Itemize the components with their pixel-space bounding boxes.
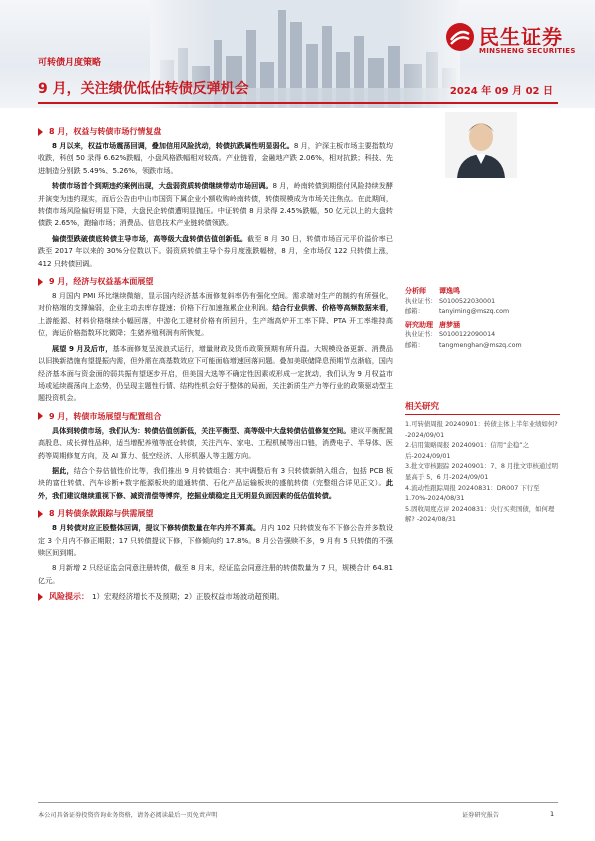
analyst-email-link[interactable]: tanyiming@mszq.com — [439, 308, 510, 315]
analyst-email-link[interactable]: tangmenghan@mszq.com — [439, 341, 522, 349]
related-research-title: 相关研究 — [405, 400, 560, 415]
footer-report-kind: 证券研究报告 — [462, 812, 500, 819]
analyst-email-row: 邮箱： tanyiming@mszq.com — [405, 307, 560, 318]
report-date: 2024 年 09 月 02 日 — [449, 86, 553, 97]
analyst-email-row: 邮箱： tangmenghan@mszq.com — [405, 341, 560, 352]
analyst-name: 谭逸鸣 — [439, 287, 460, 295]
risk-warning — [38, 591, 393, 602]
section-arrow-icon — [38, 128, 43, 136]
related-research-item[interactable]: 2.信用策略周报 20240901：信用“企稳”之后-2024/09/01 — [405, 441, 529, 460]
footer-disclaimer: 本公司具备证券投资咨询业务资格，请务必阅读最后一页免责声明 — [38, 812, 218, 819]
analyst-cert-row: 执业证书： S0100522030001 — [405, 297, 496, 305]
report-header — [0, 0, 595, 108]
minsheng-logo-icon — [445, 22, 475, 52]
paragraph: 展望 9 月及后市，基本面修复呈波浪式运行，增量财政及货币政策预期有所升温。大规模设备更新、消费品以旧换新措施有望提振内需，但外需在高基数效应下可能面临增速回落问题。叠加美联储降息预期节点渐临，国内经济基本面与资金面的弱共振有望逐步开启，但美国大选等不确定性因素或形成一定扰动，我们认为 9 月权益市场或延续震荡向上态势，仍呈现主题性行情、结构性机会好于整体的局面，关注新质生产力等行业的政策驱动型主题投资机会。 — [38, 343, 393, 403]
risk-text: 1）宏观经济增长不及预期；2）正股权益市场波动超预期。 — [92, 591, 284, 601]
paragraph: 据此，结合个券估值性价比等，我们推出 9 月转债组合：其中调整后有 3 只转债新纳入组合，包括 PCB 板块的富仕转债、汽车诊断+数字能源板块的道通转债、石化产品运输板块的盛航转债（完整组合详见正文）。此外，我们建议继续重视下修、减资清偿等博弈，挖掘业绩稳定且无明显负面因素的低估值转债。 — [38, 465, 394, 500]
main-content — [38, 120, 393, 602]
section-arrow-icon — [38, 593, 43, 601]
analyst-photo — [445, 112, 517, 178]
section-heading: 8 月转债条款跟踪与供需展望 — [38, 508, 393, 519]
section-arrow-icon — [38, 278, 43, 286]
page-number: 1 — [550, 810, 555, 818]
title-divider — [38, 102, 558, 104]
related-research-item[interactable]: 5.固收周度点评 20240831：央行买卖国债，如何理解? -2024/08/31 — [405, 504, 555, 524]
analyst-name: 唐梦涵 — [439, 320, 460, 329]
section-heading: 9 月，经济与权益基本面展望 — [38, 276, 393, 287]
paragraph: 转债市场首个到期违约案例出现，大盘弱资质转债继续带动市场回调。8 月，岭南转债到期偿付风险持续发酵并演变为违约现实，而后公告由中山市国资下属企业小额收购岭南转债，转债规模成为市场关注焦点。在此期间，转债市场风险偏好明显下降，大盘民企转债遭明显抛压。中证转债 8 月录得 2.45%跌幅，50 亿元以上的大盘转债跌 2.65%，跑输市场；消费品、信息技术产业链转债领跌。 — [38, 181, 393, 228]
paragraph: 8 月转债对应正股整体回调，提议下修转债数量在年内并不算高。月内 102 只转债发布不下修公告并多数设定 3 个月内不修正期限；17 只转债提议下修，下修倾向约 17.8%。8 月公告强赎不多，9 月有 5 只转债的不强赎区间到期。 — [38, 523, 393, 557]
related-research-item[interactable]: 3.批文审核跟踪 20240901：7、8 月批文审核通过明显高于 5、6 月-2024/09/01 — [405, 462, 559, 481]
footer-divider — [38, 802, 558, 803]
related-research — [405, 400, 560, 525]
company-logo — [445, 20, 585, 60]
paragraph: 偏债型跌破债底转债主导市场，高等级大盘转债估值创新低。截至 8 月 30 日，转债市场百元平价溢价率已跌至 2017 年以来的 30%分位数以下。弱资质转债主导个券月度涨跌幅榜，8 月，全市场仅 122 只转债上涨，412 只转债回调。 — [38, 233, 393, 268]
report-type-label: 可转债月度策略 — [38, 58, 102, 68]
logo-chinese-name: 民生证券 — [479, 25, 563, 49]
paragraph: 8 月以来，权益市场震荡回调，叠加信用风险扰动，转债抗跌属性明显弱化。8 月，沪深主板市场主要指数均收跌，科创 50 录得 6.62%跌幅，小盘风格跌幅相对较高。产业链看，金融地产跌 2.06%，相对抗跌；科技、先进制造分别跌 5.49%、5.26%，领跌市场。 — [38, 141, 393, 175]
related-research-item[interactable]: 4.流动性跟踪周报 20240831：DR007 下行至 1.70%-2024/08/31 — [405, 483, 540, 503]
analyst-role-row: 分析师 谭逸鸣 — [405, 287, 460, 295]
paragraph: 8 月新增 2 只经证监会同意注册转债，截至 8 月末，经证监会同意注册的转债数量为 7 只，规模合计 64.81 亿元。 — [38, 563, 393, 585]
related-research-item[interactable]: 1.可转债周报 20240901：转债主体上半年业绩如何? -2024/09/01 — [405, 420, 558, 439]
section-heading: 9 月，转债市场展望与配置组合 — [38, 411, 393, 422]
paragraph: 具体到转债市场，我们认为：转债估值创新低，关注平衡型、高等级中大盘转债估值修复空间。建议平衡配置高股息、成长弹性品种，适当增配养殖等底仓转债，关注汽车、家电、工程机械等出口链，消费电子、半导体、医药等周期修复方向，及 AI 算力、低空经济、人形机器人等主题方向。 — [38, 425, 394, 460]
analyst-info — [405, 286, 560, 351]
section-heading: 8 月，权益与转债市场行情复盘 — [38, 126, 393, 137]
analyst-cert-row: 执业证书： S0100122090014 — [405, 331, 496, 338]
analyst-role-row: 研究助理 唐梦涵 — [405, 320, 460, 329]
paragraph: 8 月国内 PMI 环比继续微缩，显示国内经济基本面修复斜率仍有强化空间。需求端对生产的制约有所强化，对价格端的支撑偏弱，企业主动去库存提速；价格下行加速拖累企业利润。结合行业供需、价格等高频数据来看，上游能源、材料价格继续小幅回落，中游化工建材价格有所回升，生产端高炉开工率下降、PTA 开工率维持高位，海运价格指数环比微降；生猪养殖利润有所恢复。 — [38, 291, 394, 338]
risk-label: 风险提示： — [49, 592, 89, 602]
section-arrow-icon — [38, 412, 43, 420]
report-title: 9 月，关注绩优低估转债反弹机会 — [38, 81, 249, 97]
section-arrow-icon — [38, 510, 43, 518]
logo-english-name: MINSHENG SECURITIES — [479, 47, 576, 55]
